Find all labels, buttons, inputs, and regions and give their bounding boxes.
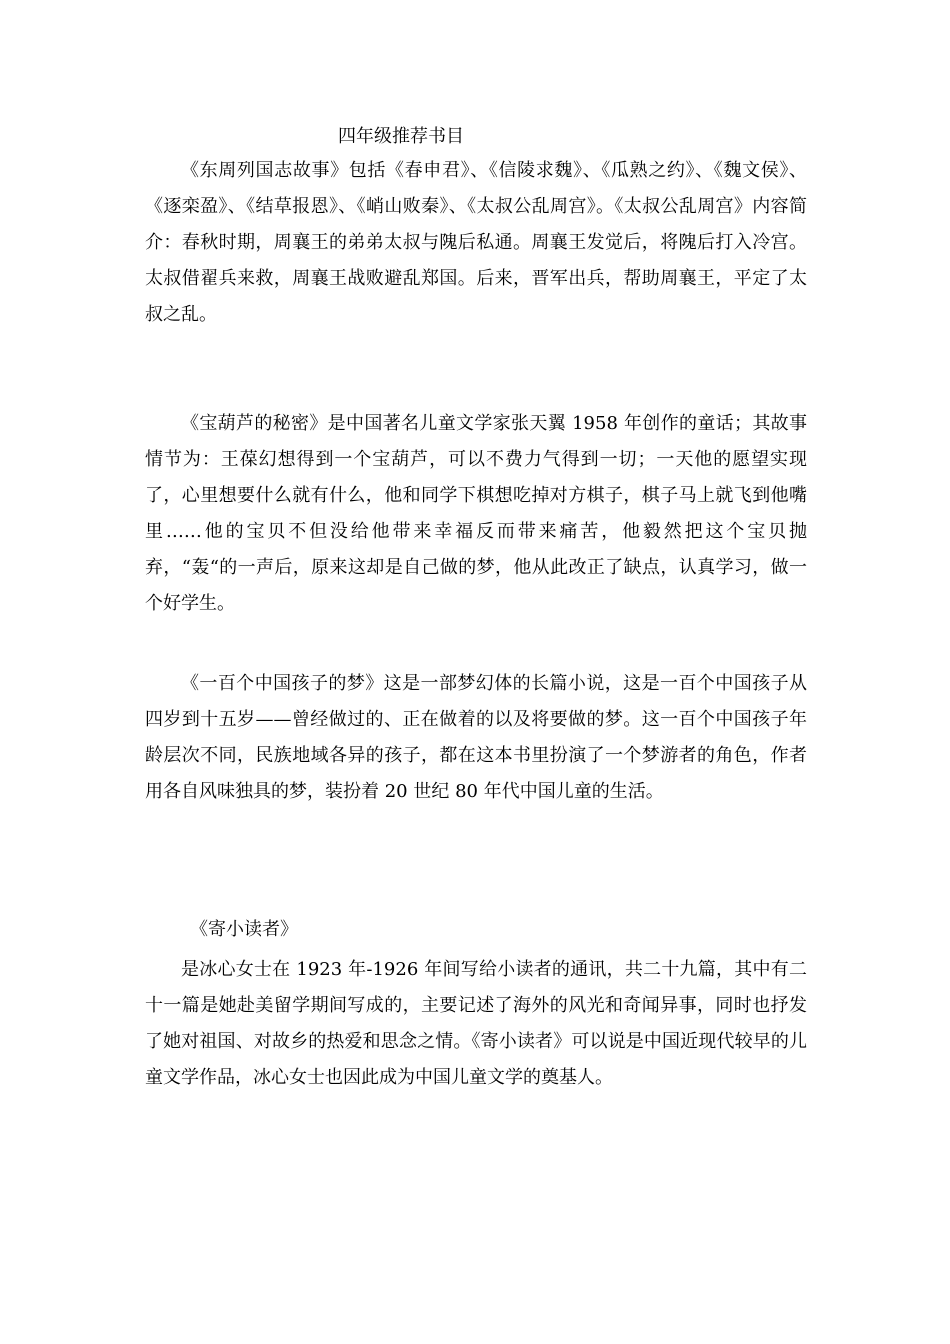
paragraph-yibaige: 《一百个中国孩子的梦》这是一部梦幻体的长篇小说，这是一百个中国孩子从四岁到十五岁——曾经做过的、正在做着的以及将要做的梦。这一百个中国孩子年龄层次不同，民族地域各异的孩子，都在这本书里扮演了一个梦游者的角色，作者用各自风味独具的梦，装扮着 20 世纪 80 年代中国儿童的生活。 bbox=[145, 673, 807, 802]
paragraph-jixiaoduzhe: 是冰心女士在 1923 年-1926 年间写给小读者的通讯，共二十九篇，其中有二十一篇是她赴美留学期间写成的，主要记述了海外的风光和奇闻异事，同时也抒发了她对祖国、对故乡的热爱和思念之情。《寄小读者》可以说是中国近现代较早的儿童文学作品，冰心女士也因此成为中国儿童文学的奠基人。 bbox=[145, 959, 807, 1088]
page-title: 四年级推荐书目 bbox=[338, 126, 464, 147]
paragraph-dongzhou: 《东周列国志故事》包括《春申君》、《信陵求魏》、《瓜熟之约》、《魏文侯》、《逐栾盈》、《结草报恩》、《峭山败秦》、《太叔公乱周宫》。《太叔公乱周宫》内容简介：春秋时期，周襄王的弟弟太叔与隗后私通。周襄王发觉后，将隗后打入冷宫。太叔借翟兵来救，周襄王战败避乱郑国。后来，晋军出兵，帮助周襄王，平定了太叔之乱。 bbox=[145, 160, 807, 325]
paragraph-baohulu: 《宝葫芦的秘密》是中国著名儿童文学家张天翼 1958 年创作的童话；其故事情节为：王葆幻想得到一个宝葫芦，可以不费力气得到一切；一天他的愿望实现了，心里想要什么就有什么，他和同学下棋想吃掉对方棋子，棋子马上就飞到他嘴里……他的宝贝不但没给他带来幸福反而带来痛苦，他毅然把这个宝贝抛弃，“轰“的一声后，原来这却是自己做的梦，他从此改正了缺点，认真学习，做一个好学生。 bbox=[145, 413, 807, 614]
section-title-jixiaoduzhe: 《寄小读者》 bbox=[190, 919, 298, 940]
